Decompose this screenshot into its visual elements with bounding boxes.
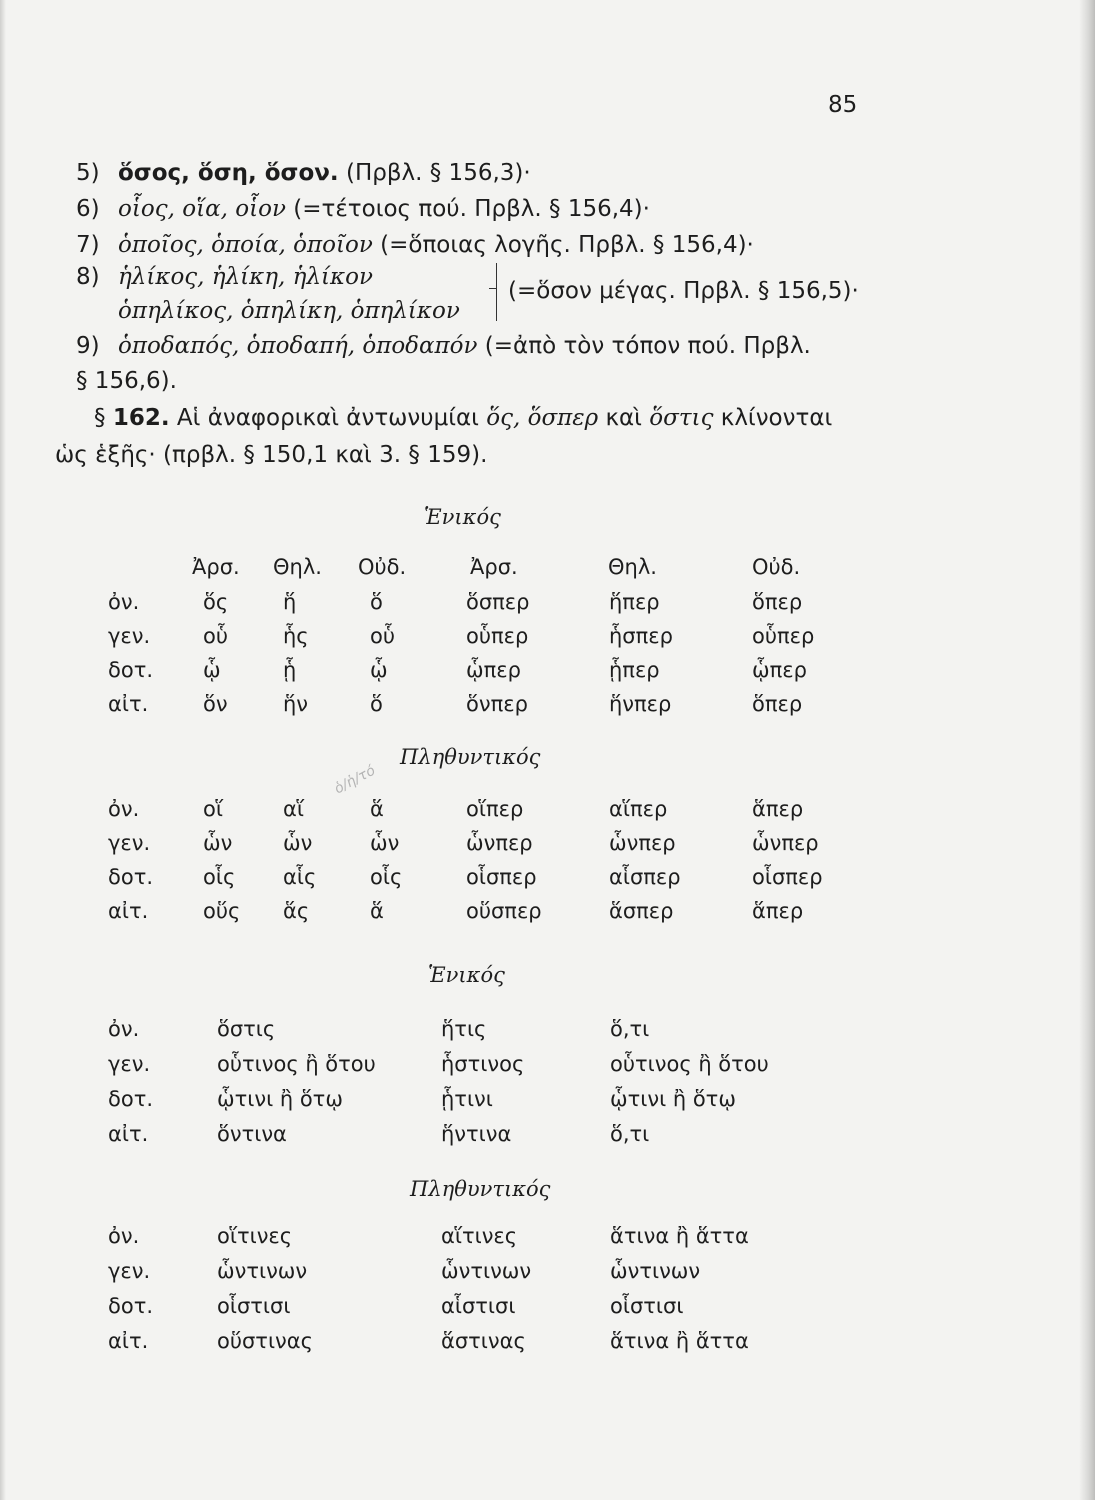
case-label: αἰτ.	[108, 1122, 149, 1146]
form-cell: ἥντινα	[441, 1122, 512, 1146]
case-label: γεν.	[108, 1052, 151, 1076]
text-run: ἡλίκος, ἡλίκη, ἡλίκον	[118, 264, 373, 290]
form-cell: ἅτινα ἢ ἅττα	[610, 1224, 749, 1248]
text-run: ὁπηλίκος, ὁπηλίκη, ὁπηλίκον	[118, 298, 460, 324]
form-cell: ἅπερ	[752, 797, 804, 821]
text-run: ὅς, ὅσπερ	[486, 405, 599, 431]
form-cell: ὧν	[370, 831, 400, 855]
text-line	[94, 405, 832, 431]
form-cell: οὗπερ	[466, 624, 529, 648]
text-run: κλίνονται	[713, 405, 833, 431]
form-cell: ὅντινα	[217, 1122, 287, 1146]
case-label: ὀν.	[108, 590, 140, 614]
form-cell: οὕστινας	[217, 1329, 313, 1353]
text-run: καὶ	[598, 405, 650, 431]
text-run: ὁποῖος, ὁποία, ὁποῖον	[118, 232, 373, 258]
form-cell: ᾗπερ	[609, 658, 660, 682]
case-label: δοτ.	[108, 658, 154, 682]
form-cell: οἷς	[203, 865, 236, 889]
form-cell: ἧς	[283, 624, 309, 648]
form-cell: ᾧ	[203, 658, 221, 682]
form-cell: ἥ	[283, 590, 297, 614]
text-run: (Πρβλ. § 156,3)·	[338, 160, 531, 186]
case-label: δοτ.	[108, 1087, 154, 1111]
case-label: αἰτ.	[108, 899, 149, 923]
text-run: § 156,6).	[76, 368, 177, 394]
pencil-margin-note: ὁ/ἡ/τό	[331, 762, 379, 798]
form-cell: ᾧτινι ἢ ὅτῳ	[217, 1087, 343, 1111]
form-cell: οὗ	[370, 624, 395, 648]
form-cell: ὅ,τι	[610, 1017, 650, 1041]
plural-heading: Πληθυντικός	[400, 745, 541, 769]
line-number: 8)	[76, 264, 100, 290]
case-label: ὀν.	[108, 1224, 140, 1248]
form-cell: ᾧπερ	[752, 658, 807, 682]
form-cell: ὅ	[370, 692, 383, 716]
form-cell: ὧντινων	[217, 1259, 308, 1283]
form-cell: ἧσπερ	[609, 624, 673, 648]
form-cell: οἵ	[203, 797, 223, 821]
form-cell: οἷς	[370, 865, 403, 889]
form-cell: ὅπερ	[752, 692, 803, 716]
line-number: 7)	[76, 232, 100, 258]
form-cell: οἷστισι	[610, 1294, 684, 1318]
case-label: ὀν.	[108, 797, 140, 821]
form-cell: ὅ,τι	[610, 1122, 650, 1146]
form-cell: οἵτινες	[217, 1224, 293, 1248]
form-cell: οὗ	[203, 624, 228, 648]
gender-header: Ἀρσ.	[470, 555, 518, 579]
text-run: Αἱ ἀναφορικαὶ ἀντωνυμίαι	[169, 405, 487, 431]
form-cell: ᾗτινι	[441, 1087, 493, 1111]
text-run: ὅστις	[649, 405, 714, 431]
case-label: αἰτ.	[108, 692, 149, 716]
form-cell: οὗτινος ἢ ὅτου	[610, 1052, 769, 1076]
form-cell: ἧστινος	[441, 1052, 525, 1076]
gender-header: Ἀρσ.	[192, 555, 240, 579]
page-number: 85	[828, 92, 858, 118]
form-cell: ἥν	[283, 692, 309, 716]
brace-point	[489, 288, 497, 289]
text-line	[118, 264, 373, 290]
form-cell: αἵτινες	[441, 1224, 518, 1248]
text-line	[118, 160, 531, 186]
form-cell: ὧνπερ	[752, 831, 819, 855]
brace-note: (=ὅσον μέγας. Πρβλ. § 156,5)·	[508, 278, 859, 304]
form-cell: ὅστις	[217, 1017, 276, 1041]
form-cell: ἅς	[283, 899, 310, 923]
form-cell: ἥτις	[441, 1017, 487, 1041]
form-cell: ἅτινα ἢ ἅττα	[610, 1329, 749, 1353]
form-cell: ἥπερ	[609, 590, 660, 614]
form-cell: οὕς	[203, 899, 241, 923]
form-cell: ὅ	[370, 590, 383, 614]
form-cell: ἅσπερ	[609, 899, 674, 923]
text-line	[55, 442, 487, 468]
brace	[496, 263, 503, 321]
form-cell: ὅνπερ	[466, 692, 528, 716]
form-cell: ᾧτινι ἢ ὅτῳ	[610, 1087, 736, 1111]
form-cell: οἷστισι	[217, 1294, 291, 1318]
text-line	[76, 368, 177, 394]
form-cell: οὗτινος ἢ ὅτου	[217, 1052, 376, 1076]
form-cell: ὧντινων	[441, 1259, 532, 1283]
form-cell: αἷσπερ	[609, 865, 681, 889]
text-line	[118, 196, 650, 222]
text-run: 162.	[112, 405, 170, 431]
form-cell: ἅ	[370, 899, 384, 923]
form-cell: ὧνπερ	[609, 831, 676, 855]
text-run: (=ὅποιας λογῆς. Πρβλ. § 156,4)·	[372, 232, 754, 258]
form-cell: αἷς	[283, 865, 317, 889]
singular-heading: Ἑνικός	[424, 505, 501, 529]
form-cell: ὅς	[203, 590, 229, 614]
case-label: γεν.	[108, 624, 151, 648]
form-cell: ᾧπερ	[466, 658, 521, 682]
form-cell: ὧν	[283, 831, 313, 855]
text-run: (=ἀπὸ τὸν τόπον πού. Πρβλ.	[477, 333, 811, 359]
form-cell: οὕσπερ	[466, 899, 542, 923]
form-cell: ἅ	[370, 797, 384, 821]
text-run: ὁποδαπός, ὁποδαπή, ὁποδαπόν	[118, 333, 478, 359]
case-label: ὀν.	[108, 1017, 140, 1041]
form-cell: αἷστισι	[441, 1294, 516, 1318]
singular-heading: Ἑνικός	[428, 963, 505, 987]
text-run: ὅσος, ὅση, ὅσον.	[118, 160, 339, 186]
text-run: οἷος, οἵα, οἷον	[118, 196, 286, 222]
text-line	[118, 232, 754, 258]
text-run: ὡς ἑξῆς· (πρβλ. § 150,1 καὶ 3. § 159).	[55, 442, 488, 468]
case-label: γεν.	[108, 831, 151, 855]
form-cell: αἵ	[283, 797, 304, 821]
form-cell: οἷσπερ	[752, 865, 823, 889]
text-run: §	[94, 405, 113, 431]
form-cell: οὗπερ	[752, 624, 815, 648]
form-cell: ὧντινων	[610, 1259, 701, 1283]
form-cell: ὅπερ	[752, 590, 803, 614]
form-cell: ὧνπερ	[466, 831, 533, 855]
case-label: αἰτ.	[108, 1329, 149, 1353]
text-line	[118, 298, 460, 324]
line-number: 9)	[76, 333, 100, 359]
gender-header: Οὐδ.	[752, 555, 801, 579]
form-cell: ἅστινας	[441, 1329, 526, 1353]
gender-header: Οὐδ.	[358, 555, 407, 579]
plural-heading: Πληθυντικός	[410, 1177, 551, 1201]
form-cell: ὅν	[203, 692, 228, 716]
text-line	[118, 333, 811, 359]
form-cell: οἷσπερ	[466, 865, 537, 889]
line-number: 5)	[76, 160, 100, 186]
page-right-edge	[1079, 0, 1095, 1500]
form-cell: ᾧ	[370, 658, 388, 682]
text-run: (=τέτοιος πού. Πρβλ. § 156,4)·	[285, 196, 650, 222]
form-cell: ἅπερ	[752, 899, 804, 923]
form-cell: ᾗ	[283, 658, 297, 682]
case-label: γεν.	[108, 1259, 151, 1283]
form-cell: ὅσπερ	[466, 590, 530, 614]
case-label: δοτ.	[108, 865, 154, 889]
form-cell: ὧν	[203, 831, 233, 855]
form-cell: ἥνπερ	[609, 692, 672, 716]
case-label: δοτ.	[108, 1294, 154, 1318]
form-cell: αἵπερ	[609, 797, 668, 821]
page-left-edge	[0, 0, 6, 1500]
gender-header: Θηλ.	[273, 555, 322, 579]
gender-header: Θηλ.	[608, 555, 657, 579]
form-cell: οἵπερ	[466, 797, 524, 821]
line-number: 6)	[76, 196, 100, 222]
